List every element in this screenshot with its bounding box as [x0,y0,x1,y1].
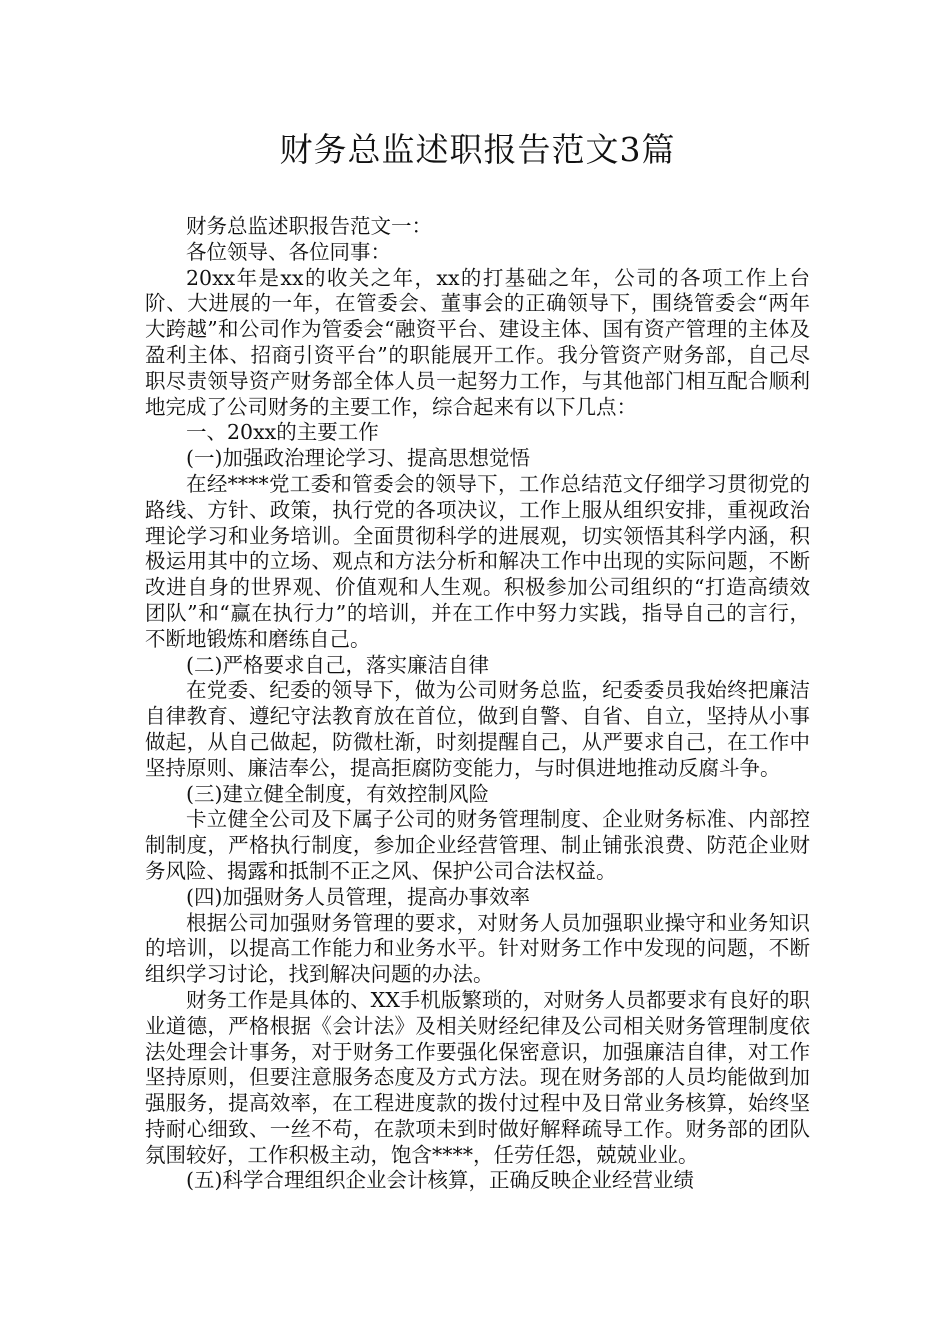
subsection-heading-political-study: (一)加强政治理论学习、提高思想觉悟 [186,446,530,471]
paragraph-salutation: 各位领导、各位同事： [186,239,391,264]
subsection-heading-risk-control: (三)建立健全制度，有效控制风险 [186,781,489,806]
paragraph-intro: 20xx年是xx的收关之年，xx的打基础之年，公司的各项工作上台阶、大进展的一年，在管委会、董事会的正确领导下，围绕管委会“两年大跨越”和公司作为管委会“融资平台、建设主体、国有资产管理的主体及盈利主体、招商引资平台”的职能展开工作。我分管资产财务部，自己尽职尽责领导资产财务部全体人员一起努力工作，与其他部门相互配合顺利地完成了公司财务的主要工作，综合起来有以下几点： [145,265,810,419]
paragraph-staff-management: 根据公司加强财务管理的要求，对财务人员加强职业操守和业务知识的培训，以提高工作能力和业务水平。针对财务工作中发现的问题，不断组织学习讨论，找到解决问题的办法。 [145,910,810,987]
document-body [145,214,810,1194]
subsection-heading-self-discipline: (二)严格要求自己，落实廉洁自律 [186,652,489,677]
subsection-heading-accounting: (五)科学合理组织企业会计核算，正确反映企业经营业绩 [186,1168,694,1193]
paragraph-political-study: 在经****党工委和管委会的领导下，工作总结范文仔细学习贯彻党的路线、方针、政策，执行党的各项决议，工作上服从组织安排，重视政治理论学习和业务培训。全面贯彻科学的进展观，切实领悟其科学内涵，积极运用其中的立场、观点和方法分析和解决工作中出现的实际问题，不断改进自身的世界观、价值观和人生观。积极参加公司组织的“打造高绩效团队”和“赢在执行力”的培训，并在工作中努力实践，指导自己的言行，不断地锻炼和磨练自己。 [145,471,810,651]
subsection-heading-staff-management: (四)加强财务人员管理，提高办事效率 [186,884,530,909]
paragraph-self-discipline: 在党委、纪委的领导下，做为公司财务总监，纪委委员我始终把廉洁自律教育、遵纪守法教育放在首位，做到自警、自省、自立，坚持从小事做起，从自己做起，防微杜渐，时刻提醒自己，从严要求自己，在工作中坚持原则、廉洁奉公，提高拒腐防变能力，与时俱进地推动反腐斗争。 [145,678,810,780]
paragraph-heading-version-one: 财务总监述职报告范文一： [186,214,432,238]
document-title: 财务总监述职报告范文3篇 [279,130,676,169]
section-heading-main-work: 一、20xx的主要工作 [186,420,379,445]
paragraph-risk-control: 卡立健全公司及下属子公司的财务管理制度、企业财务标准、内部控制制度，严格执行制度，参加企业经营管理、制止铺张浪费、防范企业财务风险、揭露和抵制不正之风、保护公司合法权益。 [145,807,810,883]
paragraph-finance-work: 财务工作是具体的、XX手机版繁琐的，对财务人员都要求有良好的职业道德，严格根据《会计法》及相关财经纪律及公司相关财务管理制度依法处理会计事务，对于财务工作要强化保密意识，加强廉洁自律，对工作坚持原则，但要注意服务态度及方式方法。现在财务部的人员均能做到加强服务，提高效率，在工程进度款的拨付过程中及日常业务核算，始终坚持耐心细致、一丝不苟，在款项未到时做好解释疏导工作。财务部的团队氛围较好，工作积极主动，饱含****，任劳任怨，兢兢业业。 [145,987,810,1167]
